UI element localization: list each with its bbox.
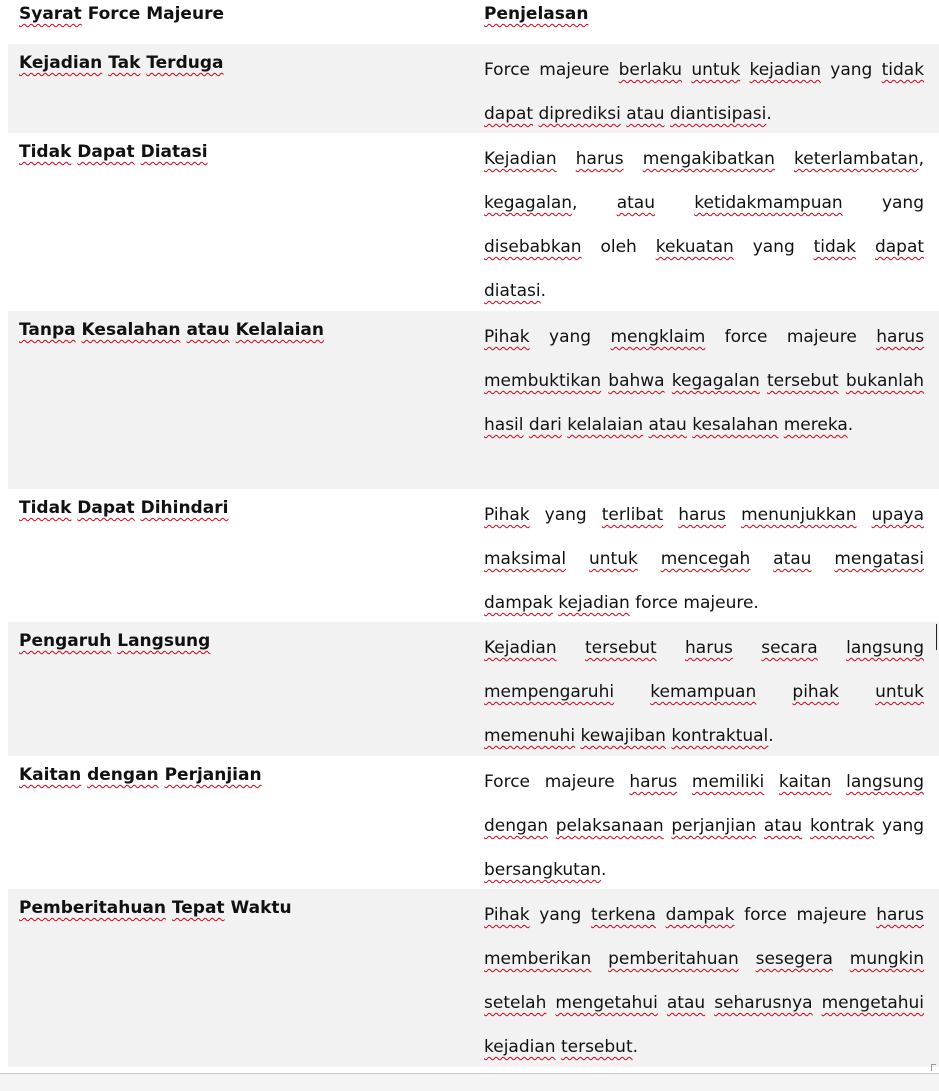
explanation-cell[interactable] [481,756,924,889]
condition-cell[interactable] [8,889,481,1067]
condition-cell[interactable] [8,489,481,622]
explanation-cell[interactable] [481,133,924,311]
condition-cell[interactable] [8,622,481,756]
table-row [8,44,939,133]
page-gap [0,1074,939,1091]
table-row [8,311,939,489]
explanation-cell[interactable] [481,889,924,1067]
header-explanation-text[interactable]: Penjelasan [484,4,589,24]
explanation-text: Kejadian tersebut harus secara langsung mempengaruhi kemampuan pihak untuk memenuhi kewajiban kontraktual. [484,638,924,746]
condition-cell[interactable] [8,44,481,133]
condition-cell[interactable] [8,133,481,311]
condition-text: Tidak Dapat Dihindari [19,498,229,518]
explanation-text: Pihak yang terlibat harus menunjukkan upaya maksimal untuk mencegah atau mengatasi dampak kejadian force majeure. [484,505,924,613]
explanation-cell[interactable] [481,489,924,622]
document-page [8,0,939,1067]
explanation-cell[interactable] [481,311,924,489]
table-row [8,622,939,756]
condition-text: Kaitan dengan Perjanjian [19,765,262,785]
explanation-text: Force majeure harus memiliki kaitan langsung dengan pelaksanaan perjanjian atau kontrak yang bersangkutan. [484,772,925,880]
table-row [8,489,939,622]
table-row [8,756,939,889]
condition-cell[interactable] [8,756,481,889]
header-explanation [481,0,939,44]
header-condition [8,0,481,44]
condition-text: Tidak Dapat Diatasi [19,142,208,162]
table-header-row [8,0,939,44]
condition-cell[interactable] [8,311,481,489]
condition-text: Tanpa Kesalahan atau Kelalaian [19,320,324,340]
condition-text: Kejadian Tak Terduga [19,53,224,73]
explanation-cell[interactable] [481,622,924,756]
explanation-text: Pihak yang terkena dampak force majeure harus memberikan pemberitahuan sesegera mungkin setelah mengetahui atau seharusnya mengetahui kejadian tersebut. [484,905,925,1057]
explanation-text: Kejadian harus mengakibatkan keterlambatan, kegagalan, atau ketidakmampuan yang disebabkan oleh kekuatan yang tidak dapat diatasi. [484,149,925,301]
explanation-text: Pihak yang mengklaim force majeure harus membuktikan bahwa kegagalan tersebut bukanlah hasil dari kelalaian atau kesalahan mereka. [484,327,925,435]
explanation-cell[interactable] [481,44,924,133]
condition-text: Pengaruh Langsung [19,631,211,651]
condition-text: Pemberitahuan Tepat Waktu [19,898,292,918]
page-corner-mark [931,1064,936,1071]
header-condition-text[interactable]: Syarat Force Majeure [19,4,224,24]
explanation-text: Force majeure berlaku untuk kejadian yang tidak dapat diprediksi atau diantisipasi. [484,60,925,124]
text-cursor [936,624,937,650]
table-row [8,133,939,311]
table-row [8,889,939,1067]
